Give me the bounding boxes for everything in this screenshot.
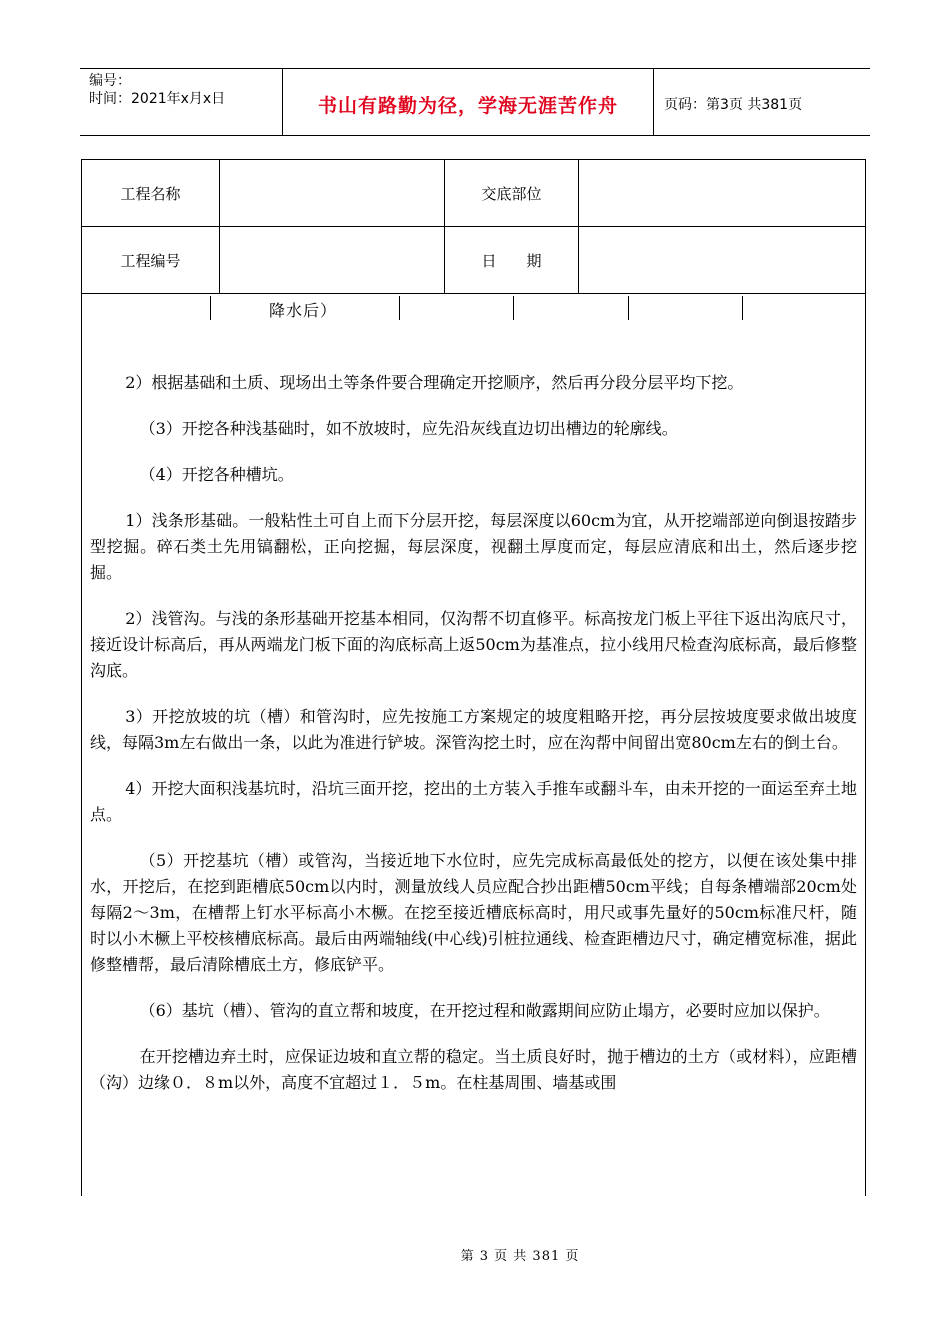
paragraph: 2）根据基础和土质、现场出土等条件要合理确定开挖顺序，然后再分段分层平均下挖。	[125, 373, 744, 392]
continued-cell-text	[210, 296, 400, 320]
continued-cell	[629, 296, 743, 320]
page-footer: 第 3 页 共 381 页	[460, 1249, 580, 1264]
paragraph: 2）浅管沟。与浅的条形基础开挖基本相同，仅沟帮不切直修平。标高按龙门板上平往下返出沟底尺寸，接近设计标高后，再从两端龙门板下面的沟底标高上返50cm为基准点，拉小线用尺检查沟底标高，最后修整沟底。	[90, 609, 857, 680]
header-motto-cell	[283, 69, 654, 135]
disclosure-form	[81, 159, 866, 1196]
paragraph: 1）浅条形基础。一般粘性土可自上而下分层开挖，每层深度以60cm为宜，从开挖端部逆向倒退按踏步型挖掘。碎石类土先用镐翻松，正向挖掘，每层深度，视翻土厚度而定，每层应清底和出土，然后逐步挖掘。	[90, 511, 857, 582]
disclosure-part-label: 交底部位	[445, 160, 579, 227]
header-motto: 书山有路勤为径，学海无涯苦作舟	[317, 95, 618, 117]
project-number-label: 工程编号	[82, 227, 220, 294]
date-value	[579, 227, 866, 294]
continued-cell	[514, 296, 629, 320]
document-time-label: 时间：2021年x月x日	[89, 91, 226, 107]
table-row	[82, 227, 865, 294]
paragraph: 3）开挖放坡的坑（槽）和管沟时，应先按施工方案规定的坡度粗略开挖，再分层按坡度要求做出坡度线，每隔3m左右做出一条，以此为准进行铲坡。深管沟挖土时，应在沟帮中间留出宽80cm左右的倒土台。	[90, 707, 857, 752]
continued-cell-label: 降水后）	[269, 301, 338, 320]
paragraph: （4）开挖各种槽坑。	[139, 465, 294, 484]
project-name-value	[220, 160, 445, 227]
paragraph: （6）基坑（槽）、管沟的直立帮和坡度，在开挖过程和敞露期间应防止塌方，必要时应加以保护。	[139, 1001, 830, 1020]
project-number-value	[220, 227, 445, 294]
paragraph: （5）开挖基坑（槽）或管沟，当接近地下水位时，应先完成标高最低处的挖方，以便在该处集中排水，开挖后，在挖到距槽底50cm以内时，测量放线人员应配合抄出距槽50cm平线；自每条槽端部20cm处每隔2～3m，在槽帮上钉水平标高小木橛。在挖至接近槽底标高时，用尺或事先量好的50cm标准尺杆，随时以小木橛上平校核槽底标高。最后由两端轴线(中心线)引桩拉通线、检查距槽边尺寸，确定槽宽标准，据此修整槽帮，最后清除槽底土方，修底铲平。	[90, 851, 857, 974]
continued-cell	[400, 296, 514, 320]
date-label: 日 期	[445, 227, 579, 294]
disclosure-part-value	[579, 160, 866, 227]
project-info-table	[82, 160, 865, 294]
continued-cell	[743, 296, 744, 320]
header-meta-cell	[80, 69, 283, 135]
disclosure-content	[90, 370, 857, 1116]
paragraph: 4）开挖大面积浅基坑时，沿坑三面开挖，挖出的土方装入手推车或翻斗车，由未开挖的一面运至弃土地点。	[90, 779, 857, 824]
paragraph: （3）开挖各种浅基础时，如不放坡时，应先沿灰线直边切出槽边的轮廓线。	[139, 419, 678, 438]
table-row	[82, 160, 865, 227]
document-number-label: 编号：	[89, 73, 131, 89]
project-name-label: 工程名称	[82, 160, 220, 227]
paragraph: 在开挖槽边弃土时，应保证边坡和直立帮的稳定。当土质良好时，抛于槽边的土方（或材料），应距槽（沟）边缘０．８m以外，高度不宜超过１．５m。在柱基周围、墙基或围	[90, 1047, 857, 1092]
document-header	[80, 68, 870, 136]
header-page-info: 页码：第3页 共381页	[664, 97, 803, 113]
header-page-cell	[654, 69, 870, 135]
